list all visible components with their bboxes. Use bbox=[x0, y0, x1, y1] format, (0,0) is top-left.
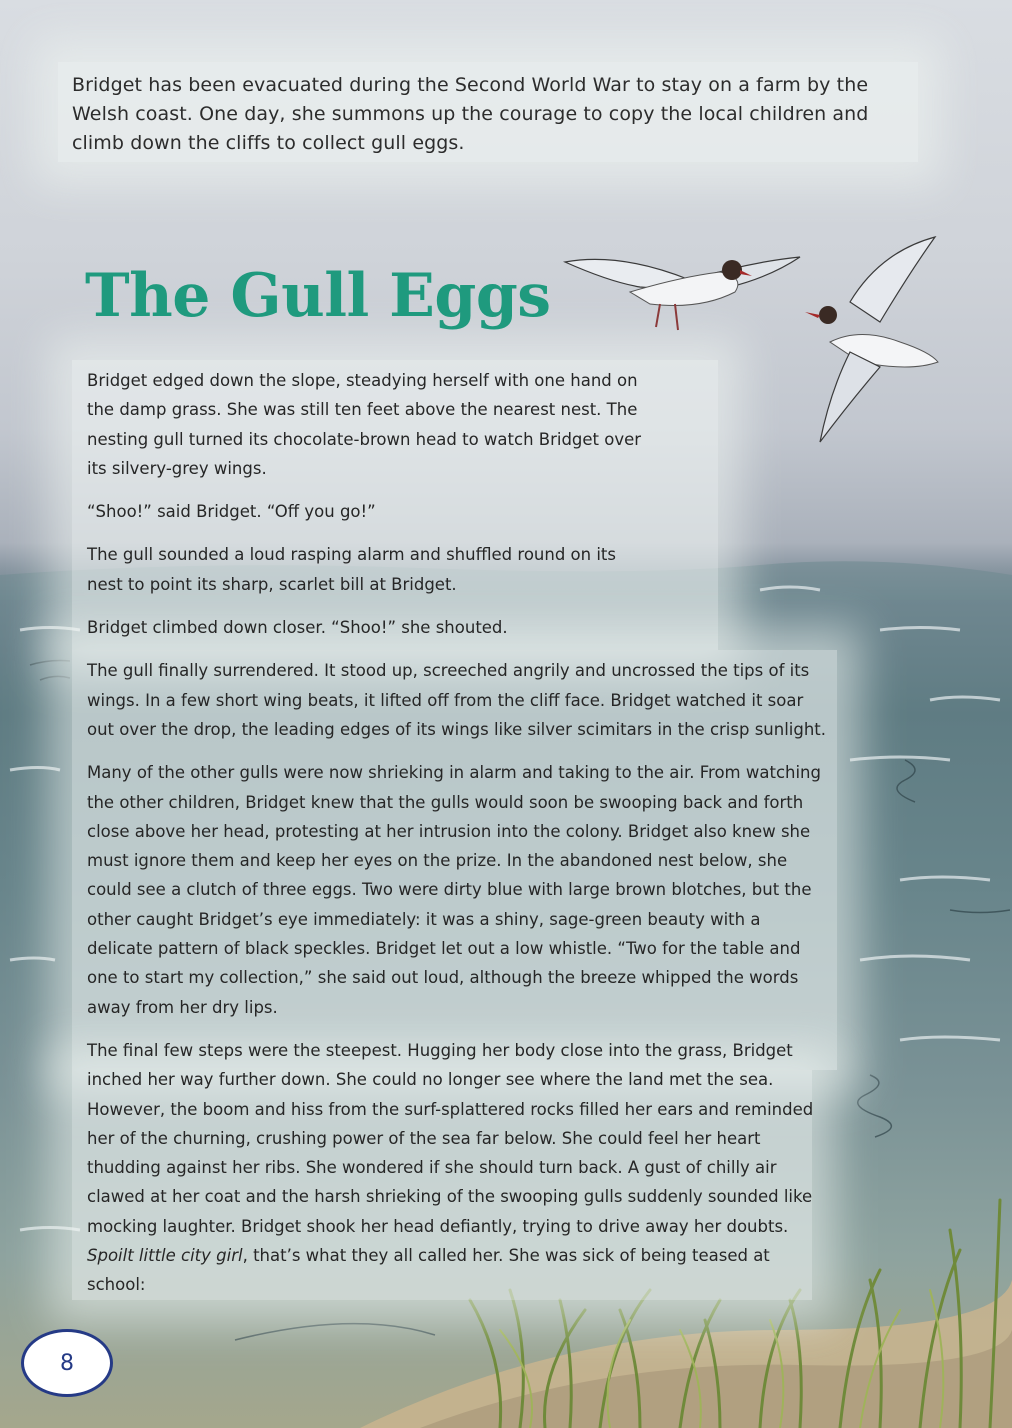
story-paragraph: “Shoo!” said Bridget. “Off you go!” bbox=[87, 502, 376, 522]
gull-icon bbox=[565, 257, 800, 330]
italic-phrase: Spoilt little city girl bbox=[87, 1246, 243, 1266]
intro-text: Bridget has been evacuated during the Second World War to stay on a farm by the Welsh coast. One day, she summons up the courage to copy the local children and climb down the cliffs to collect gull eggs. bbox=[72, 74, 869, 154]
story-paragraph: Bridget edged down the slope, steadying herself with one hand on the damp grass. She was still ten feet above the nearest nest. The nesting gull turned its chocolate-brown head to watch Bridget over its silvery-grey wings. bbox=[87, 371, 642, 478]
story-paragraph: Bridget climbed down closer. “Shoo!” she shouted. bbox=[87, 618, 508, 638]
story-paragraph bbox=[87, 1036, 827, 1300]
story-body bbox=[87, 366, 832, 1314]
page-number: 8 bbox=[21, 1329, 113, 1397]
paragraph-text: The final few steps were the steepest. Hugging her body close into the grass, Bridget inched her way further down. She could no longer see where the land met the sea. However, the boom and hiss from the surf-splattered rocks filled her ears and reminded her of the churning, crushing power of the sea far below. She could feel her heart thudding against her ribs. She wondered if she should turn back. A gust of chilly air clawed at her coat and the harsh shrieking of the swooping gulls suddenly sounded like mocking laughter. Bridget shook her head defiantly, trying to drive away her doubts. bbox=[87, 1040, 814, 1236]
story-paragraph: The gull finally surrendered. It stood up, screeched angrily and uncrossed the tips of its wings. In a few short wing beats, it lifted off from the cliff face. Bridget watched it soar out over the drop, the leading edges of its wings like silver scimitars in the crisp sunlight. bbox=[87, 661, 827, 739]
paragraph-text: , that’s what they all called her. She was sick of being teased at school: bbox=[87, 1246, 770, 1295]
story-paragraph: The gull sounded a loud rasping alarm and shuffled round on its nest to point its sharp, scarlet bill at Bridget. bbox=[87, 545, 616, 594]
story-title: The Gull Eggs bbox=[85, 261, 551, 331]
story-paragraph: Many of the other gulls were now shrieking in alarm and taking to the air. From watching the other children, Bridget knew that the gulls would soon be swooping back and forth close above her head, protesting at her intrusion into the colony. Bridget also knew she must ignore them and keep her eyes on the prize. In the abandoned nest below, she could see a clutch of three eggs. Two were dirty blue with large brown blotches, but the other caught Bridget’s eye immediately: it was a shiny, sage-green beauty with a delicate pattern of black speckles. Bridget let out a low whistle. “Two for the table and one to start my collection,” she said out loud, although the breeze whipped the words away from her dry lips. bbox=[87, 763, 821, 1017]
